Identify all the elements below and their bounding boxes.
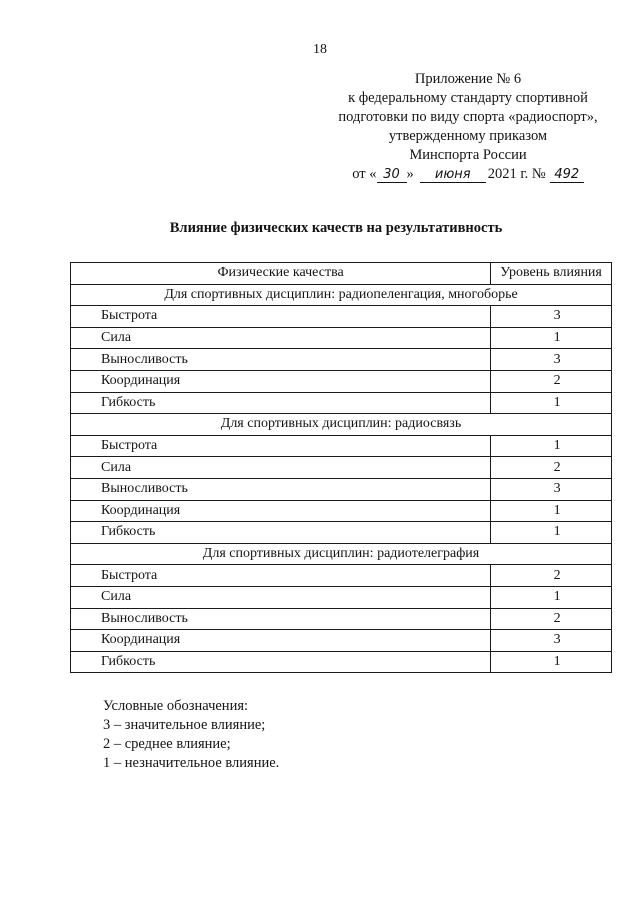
level-cell: 1 [491, 651, 612, 673]
table-row [71, 457, 612, 479]
level-cell: 1 [491, 327, 612, 349]
table-row [71, 306, 612, 328]
level-cell: 2 [491, 608, 612, 630]
table-row [71, 327, 612, 349]
legend-item: 2 – среднее влияние; [103, 736, 231, 752]
level-cell: 3 [491, 630, 612, 652]
date-year: 2021 г. № [487, 166, 546, 182]
level-cell: 2 [491, 457, 612, 479]
level-cell: 2 [491, 370, 612, 392]
quality-cell: Быстрота [71, 565, 491, 587]
quality-cell: Гибкость [71, 522, 491, 544]
legend-item: 1 – незначительное влияние. [103, 755, 280, 771]
level-cell: 3 [491, 349, 612, 371]
quality-cell: Выносливость [71, 349, 491, 371]
quality-cell: Координация [71, 500, 491, 522]
level-cell: 1 [491, 435, 612, 457]
quality-cell: Гибкость [71, 651, 491, 673]
table-row [71, 478, 612, 500]
quality-cell: Координация [71, 370, 491, 392]
table-row [71, 435, 612, 457]
appendix-line-3: подготовки по виду спорта «радиоспорт», [338, 109, 598, 125]
quality-cell: Сила [71, 586, 491, 608]
quality-cell: Сила [71, 457, 491, 479]
appendix-block [318, 70, 618, 184]
qualities-table [70, 262, 612, 673]
level-cell: 2 [491, 565, 612, 587]
date-prefix: от « [352, 166, 377, 182]
section-title-row [71, 543, 612, 565]
quality-cell: Быстрота [71, 306, 491, 328]
section-title-row [71, 284, 612, 306]
table-row [71, 565, 612, 587]
order-number-handwritten: 492 [550, 168, 584, 183]
legend-item: 3 – значительное влияние; [103, 717, 266, 733]
table-row [71, 392, 612, 414]
level-cell: 3 [491, 306, 612, 328]
quality-cell: Выносливость [71, 608, 491, 630]
section-title-row [71, 414, 612, 436]
level-cell: 3 [491, 478, 612, 500]
quality-cell: Координация [71, 630, 491, 652]
table-row [71, 630, 612, 652]
level-cell: 1 [491, 392, 612, 414]
table-row [71, 522, 612, 544]
date-month-handwritten: июня [420, 168, 486, 183]
table-row [71, 608, 612, 630]
level-cell: 1 [491, 522, 612, 544]
section-title: Для спортивных дисциплин: радиосвязь [71, 414, 612, 436]
document-title: Влияние физических качеств на результативность [169, 220, 503, 236]
quality-cell: Сила [71, 327, 491, 349]
quality-cell: Выносливость [71, 478, 491, 500]
table-row [71, 500, 612, 522]
quality-cell: Гибкость [71, 392, 491, 414]
appendix-line-2: к федеральному стандарту спортивной [348, 90, 588, 106]
date-quote-close: » [406, 166, 414, 182]
table-row [71, 586, 612, 608]
table-header-row [71, 263, 612, 285]
quality-cell: Быстрота [71, 435, 491, 457]
table-row [71, 370, 612, 392]
appendix-date-line [318, 165, 618, 184]
level-cell: 1 [491, 586, 612, 608]
level-cell: 1 [491, 500, 612, 522]
section-title: Для спортивных дисциплин: радиопеленгация, многоборье [71, 284, 612, 306]
legend-block [103, 697, 279, 773]
appendix-line-4: утвержденному приказом [388, 128, 548, 144]
table-row [71, 651, 612, 673]
date-day-handwritten: 30 [377, 168, 407, 183]
page-number: 18 [313, 42, 327, 57]
table-row [71, 349, 612, 371]
legend-heading: Условные обозначения: [103, 698, 249, 714]
header-level: Уровень влияния [491, 263, 612, 285]
appendix-line-1: Приложение № 6 [414, 71, 522, 87]
appendix-line-5: Минспорта России [409, 147, 527, 163]
section-title: Для спортивных дисциплин: радиотелеграфия [71, 543, 612, 565]
header-qualities: Физические качества [71, 263, 491, 285]
